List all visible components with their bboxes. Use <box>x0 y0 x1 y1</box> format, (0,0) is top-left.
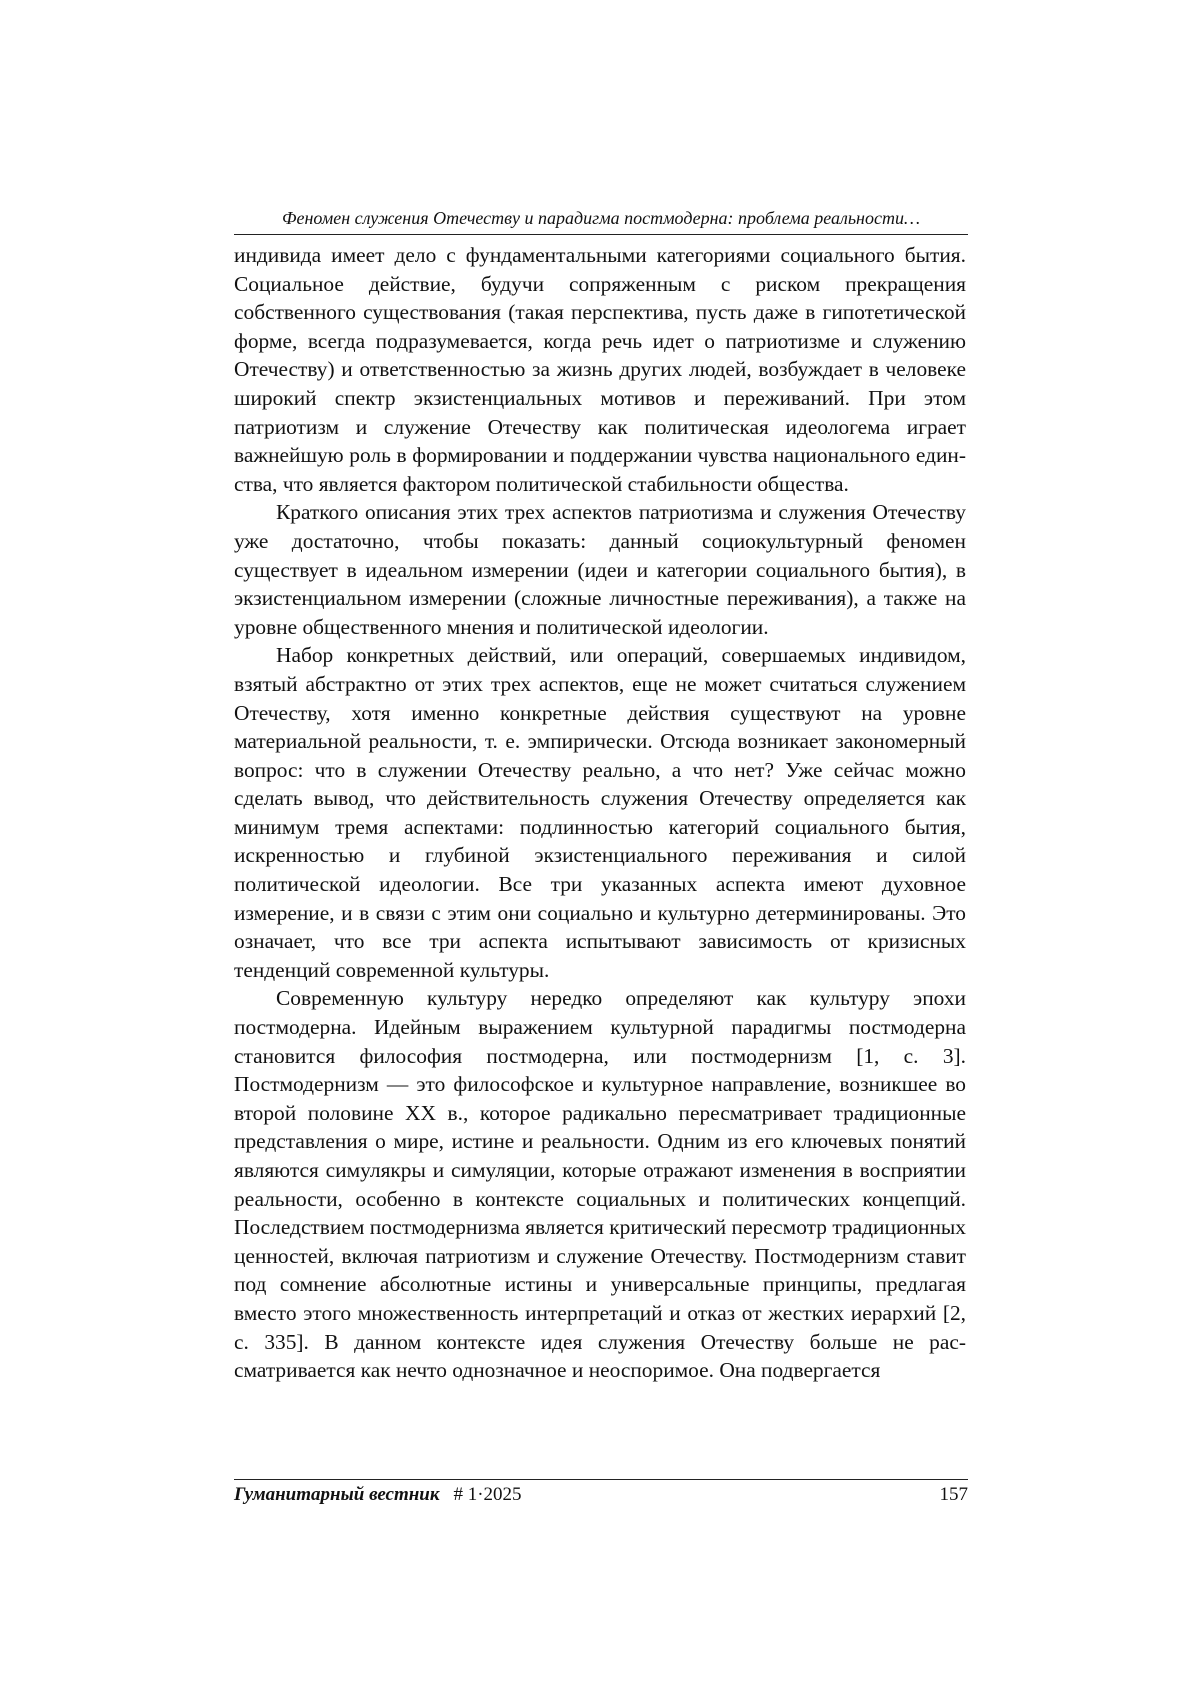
paragraph: Современную культуру нередко определяют как культуру эпохи постмодерна. Идейным выражением культурной парадигмы постмодерна становится философия постмодерна, или постмодернизм [1, с. 3]. Постмодернизм — это философское и культурное направление, возникшее во второй половине XX в., которое радикально пересматривает традиционные представления о мире, истине и реальности. Одним из его ключевых понятий являются симулякры и симуляции, которые отражают изменения в восприятии реальности, особенно в контексте социальных и политических концепций. Последствием постмодернизма является критический пересмотр традиционных ценностей, включая патриотизм и служение Отечеству. Постмодернизм ставит под сомнение абсолютные истины и универсальные принципы, предлагая вместо этого множественность интерпретаций и отказ от жестких иерархий [2, с. 335]. В данном контексте идея служения Отечеству больше не рассматривается как нечто однозначное и неоспоримое. Она подвергается <box>234 986 966 1383</box>
article-body <box>234 241 966 1385</box>
page-footer <box>234 1483 968 1507</box>
page-number: 157 <box>939 1484 968 1505</box>
footer-rule <box>234 1479 968 1480</box>
paragraph-continuation: индивида имеет дело с фундаментальными категориями социального бытия. Социальное действие, будучи сопряженным с риском прекращения собственного существования (такая перспектива, пусть даже в гипотетической форме, всегда подразумевается, когда речь идет о патриотизме и служению Отечеству) и ответственностью за жизнь других людей, возбуждает в человеке широкий спектр экзистенциальных мотивов и переживаний. При этом патриотизм и служение Отечеству как политическая идеологема играет важнейшую роль в формировании и поддержании чувства национального единства, что является фактором политической стабильности общества. <box>234 243 966 496</box>
journal-name: Гуманитарный вестник <box>234 1484 440 1505</box>
issue-number: # 1·2025 <box>453 1484 522 1505</box>
running-title: Феномен служения Отечеству и парадигма постмодерна: проблема реальности… <box>282 208 920 228</box>
paragraph: Краткого описания этих трех аспектов патриотизма и служения Отечеству уже достаточно, чтобы показать: данный социокультурный феномен существует в идеальном измерении (идеи и категории социального бытия), в экзистенциальном измерении (сложные личностные переживания), а также на уровне общественного мнения и политической идеологии. <box>234 500 966 639</box>
paragraph: Набор конкретных действий, или операций, совершаемых индивидом, взятый абстрактно от этих трех аспектов, еще не может считаться служением Отечеству, хотя именно конкретные действия существуют на уровне материальной реальности, т. е. эмпирически. Отсюда возникает закономерный вопрос: что в служении Отечеству реально, а что нет? Уже сейчас можно сделать вывод, что действительность служения Отечеству определяется как минимум тремя аспектами: подлинностью категорий социального бытия, искренностью и глубиной экзистенциального переживания и силой политической идеологии. Все три указанных аспекта имеют духовное измерение, и в связи с этим они социально и культурно детерминированы. Это означает, что все три аспекта испытывают зависимость от кризисных тенденций современной культуры. <box>234 643 966 982</box>
header-rule <box>234 234 968 235</box>
